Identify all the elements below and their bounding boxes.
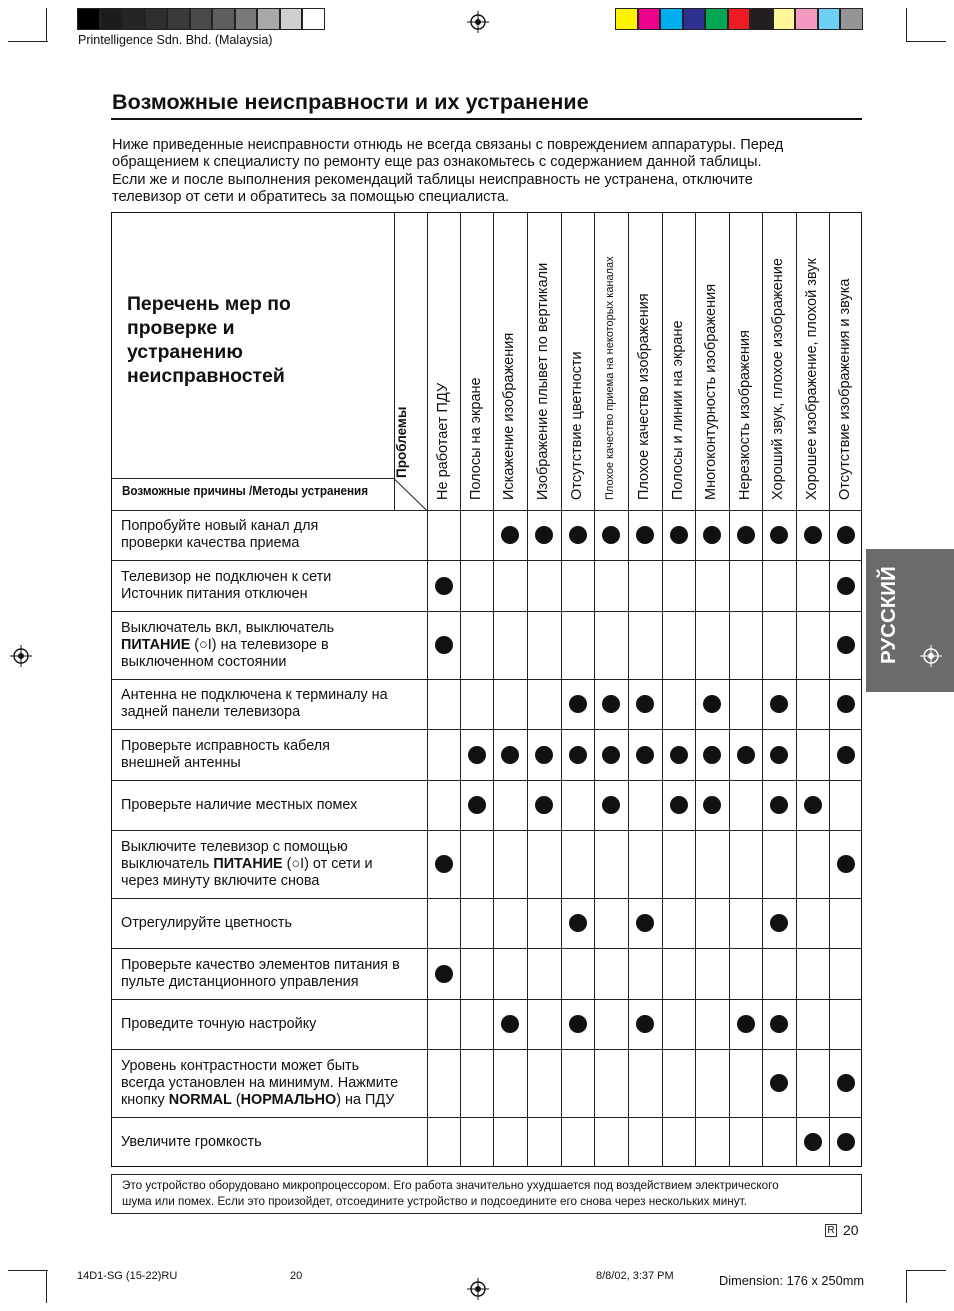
grid-line [111,1117,862,1118]
cause-text [121,1134,262,1151]
measures-title-line: неисправностей [127,365,285,387]
registration-mark-icon [467,1278,489,1300]
cause-line [121,974,400,991]
check-dot [804,1133,822,1151]
check-dot [770,526,788,544]
check-dot [602,695,620,713]
cause-line [121,839,373,856]
check-dot [636,526,654,544]
crop-mark [46,8,47,41]
grid-line [460,212,461,1167]
problem-header-3: Искажение изображения [501,332,517,500]
dimension-note: Dimension: 176 x 250mm [719,1273,865,1288]
cause-segment: внешней антенны [121,754,241,771]
cause-segment: Выключатель вкл, выключатель [121,619,335,636]
color-swatch [705,8,728,30]
grid-line [729,212,730,1167]
check-dot [435,855,453,873]
check-dot [703,746,721,764]
page-number-value: 20 [843,1222,859,1238]
cause-segment: Антенна не подключена к терминалу на [121,687,388,703]
problem-header-13: Отсутствие изображения и звука [836,278,853,500]
cause-text [121,957,400,991]
grid-line [427,212,428,1167]
check-dot [837,855,855,873]
check-dot [837,577,855,595]
color-swatch [818,8,841,30]
problem-header-9: Многоконтурность изображения [703,283,719,500]
check-dot [837,746,855,764]
grid-line [111,560,862,561]
color-swatch [728,8,751,30]
check-dot [636,695,654,713]
color-swatch [212,8,235,30]
crop-mark [906,8,907,41]
problems-header: Проблемы [394,406,409,478]
check-dot [435,965,453,983]
grid-line [111,729,862,730]
crop-mark [906,1270,946,1271]
cause-segment: Проведите точную настройку [121,1015,317,1032]
problem-header-1: Не работает ПДУ [434,382,451,500]
grid-line [111,999,862,1000]
check-dot [703,796,721,814]
cause-text [121,738,330,772]
problem-header-10: Нерезкость изображения [736,330,753,500]
grid-line [594,212,595,1167]
grid-line [111,478,394,479]
check-dot [670,746,688,764]
problem-header-11: Хороший звук, плохое изображение [770,258,786,500]
cause-segment: Отрегулируйте цветность [121,914,292,931]
check-dot [837,1133,855,1151]
intro-line: обращением к специалисту по ремонту еще раз ознакомьтесь с содержанием данной таблицы. [112,154,762,171]
problem-header-12: Хорошее изображение, плохой звук [803,258,820,500]
page-title: Возможные неисправности и их устранение [112,90,589,114]
check-dot [636,1015,654,1033]
cause-line [121,957,400,974]
cause-line [121,738,330,755]
check-dot [569,914,587,932]
cause-line [121,856,373,873]
problem-header-4: Изображение плывет по вертикали [535,262,551,500]
check-dot [770,746,788,764]
cause-segment: Проверьте исправность кабеля [121,737,330,754]
grid-line [111,1049,862,1050]
grid-line [662,212,663,1167]
cause-segment: Проверьте качество элементов питания в [121,956,400,973]
color-swatch [660,8,683,30]
cause-segment: Попробуйте новый канал для [121,518,319,534]
region-mark: R [825,1224,837,1237]
grid-line [111,948,862,949]
check-dot [501,526,519,544]
cause-segment: Телевизор не подключен к сети [121,568,332,585]
cause-text [121,687,388,721]
cause-text [121,1058,398,1109]
cause-line [121,1134,262,1151]
check-dot [770,796,788,814]
causes-header: Возможные причины /Методы устранения [122,484,369,498]
grid-line [695,212,696,1167]
cause-line [121,569,331,586]
bold-term: ПИТАНИЕ [121,636,191,653]
check-dot [468,746,486,764]
note-line: Это устройство оборудовано микропроцессором. Его работа значительно ухудшается под воздействием электрического [122,1179,779,1192]
check-dot [535,526,553,544]
crop-mark [8,1270,48,1271]
crop-mark [46,1270,47,1303]
cause-segment: (○I) от сети и [282,855,373,872]
cause-text [121,569,331,603]
check-dot [501,746,519,764]
note-line: шума или помех. Если это произойдет, отсоедините устройство и подсоедините его снова через нескольких минут. [122,1195,747,1208]
color-swatch [100,8,123,30]
cause-text [121,518,318,552]
cause-line [121,687,388,704]
check-dot [468,796,486,814]
color-swatch [683,8,706,30]
registration-mark-icon [920,645,942,667]
footer-file-name: 14D1-SG (15-22)RU [77,1270,178,1282]
check-dot [569,526,587,544]
check-dot [837,636,855,654]
check-dot [501,1015,519,1033]
cause-segment: (○I) на телевизоре в [190,636,329,653]
check-dot [770,1074,788,1092]
check-dot [737,1015,755,1033]
intro-line: телевизор от сети и обратитесь за помощью специалиста. [112,188,510,205]
check-dot [636,746,654,764]
problem-header-6: Плохое качество приема на некоторых каналах [604,256,617,500]
bold-term: NORMAL [168,1091,232,1108]
intro-line: Если же и после выполнения рекомендаций таблицы неисправность не устранена, отключите [112,171,753,188]
color-swatch [638,8,661,30]
cause-segment: Уровень контрастности может быть [121,1057,360,1074]
cause-segment: ) на ПДУ [336,1091,395,1108]
printer-credit: Printelligence Sdn. Bhd. (Malaysia) [78,33,273,47]
grid-line [561,212,562,1167]
crop-mark [906,1270,907,1303]
color-calibration-bar [615,8,863,30]
cause-line [121,704,388,721]
check-dot [602,746,620,764]
check-dot [804,796,822,814]
cause-line [121,637,334,654]
cause-line [121,654,334,671]
color-swatch [280,8,303,30]
check-dot [737,526,755,544]
color-swatch [615,8,638,30]
grid-line [111,898,862,899]
language-tab-label: РУССКИЙ [877,566,900,664]
cause-line [121,1058,398,1075]
bold-term: НОРМАЛЬНО [240,1091,337,1108]
check-dot [435,577,453,595]
cause-segment: ( [231,1091,241,1108]
check-dot [703,526,721,544]
check-dot [602,526,620,544]
color-swatch [77,8,100,30]
color-swatch [795,8,818,30]
grid-line [796,212,797,1167]
check-dot [770,1015,788,1033]
cause-segment: выключенном состоянии [121,653,287,670]
cause-line [121,1075,398,1092]
grid-line [111,679,862,680]
check-dot [737,746,755,764]
check-dot [535,746,553,764]
cause-line [121,797,357,814]
check-dot [535,796,553,814]
cause-segment: Источник питания отключен [121,585,308,602]
cause-text [121,915,292,932]
footer-page: 20 [290,1270,303,1282]
cause-line [121,915,292,932]
grid-line [111,830,862,831]
cause-line [121,1092,398,1109]
footer-date: 8/8/02, 3:37 PM [596,1270,674,1282]
registration-mark-icon [467,11,489,33]
cause-segment: Выключите телевизор с помощью [121,838,348,855]
cause-segment: проверки качества приема [121,535,300,551]
microprocessor-note [111,1174,862,1214]
check-dot [569,695,587,713]
title-underline [111,118,862,120]
check-dot [569,746,587,764]
page-number [825,1222,859,1238]
check-dot [602,796,620,814]
cause-segment: кнопку [121,1091,169,1108]
cause-text [121,620,334,671]
grid-line [527,212,528,1167]
cause-line [121,620,334,637]
check-dot [670,796,688,814]
grid-line [111,611,862,612]
color-swatch [167,8,190,30]
problem-header-7: Плохое качество изображения [636,293,652,500]
color-swatch [302,8,325,30]
check-dot [435,636,453,654]
measures-title-line: Перечень мер по [127,293,291,315]
color-swatch [750,8,773,30]
cause-text [121,797,357,814]
cause-text [121,1016,316,1033]
check-dot [636,914,654,932]
color-swatch [122,8,145,30]
check-dot [837,695,855,713]
grid-line [111,780,862,781]
color-swatch [773,8,796,30]
cause-line [121,586,331,603]
cause-segment: пульте дистанционного управления [121,973,359,990]
cause-line [121,755,330,772]
intro-line: Ниже приведенные неисправности отнюдь не всегда связаны с повреждением аппаратуры. Перед [112,137,784,153]
color-swatch [145,8,168,30]
color-swatch [840,8,863,30]
cause-line [121,873,373,890]
check-dot [770,914,788,932]
cause-segment: Увеличите громкость [121,1133,262,1150]
measures-title-line: проверке и [127,317,235,339]
problem-header-8: Полосы и линии на экране [669,320,686,500]
gray-calibration-bar [77,8,325,30]
check-dot [703,695,721,713]
check-dot [837,526,855,544]
problem-header-5: Отсутствие цветности [568,351,585,500]
grid-line [762,212,763,1167]
cause-text [121,839,373,890]
check-dot [770,695,788,713]
cause-line [121,535,318,552]
color-swatch [235,8,258,30]
cause-segment: через минуту включите снова [121,872,320,889]
cause-segment: Проверьте наличие местных помех [121,796,358,813]
cause-line [121,1016,316,1033]
grid-line [829,212,830,1167]
cause-segment: всегда установлен на минимум. Нажмите [121,1074,399,1091]
bold-term: ПИТАНИЕ [213,855,283,872]
check-dot [569,1015,587,1033]
cause-segment: задней панели телевизора [121,704,301,720]
grid-line [628,212,629,1167]
cause-segment: выключатель [121,855,214,872]
measures-title-line: устранению [127,341,243,363]
registration-mark-icon [10,645,32,667]
measures-title [127,292,291,388]
crop-mark [8,41,48,42]
crop-mark [906,41,946,42]
check-dot [804,526,822,544]
problem-header-2: Полосы на экране [467,377,484,500]
check-dot [837,1074,855,1092]
cause-line [121,518,318,535]
color-swatch [190,8,213,30]
color-swatch [257,8,280,30]
intro-paragraph [112,137,872,206]
grid-line [111,510,862,511]
grid-line [493,212,494,1167]
check-dot [670,526,688,544]
